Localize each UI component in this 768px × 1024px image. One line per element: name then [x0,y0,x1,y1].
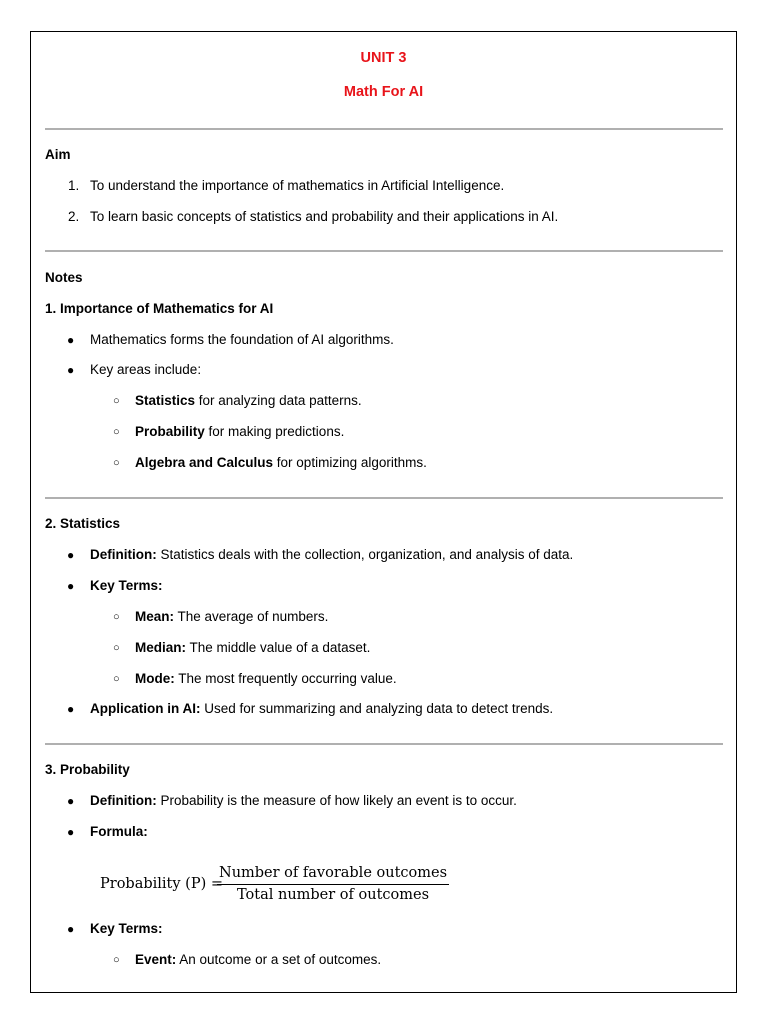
divider [45,128,723,130]
statistics-application [90,701,553,717]
label: Definition: [90,547,157,562]
sub-bullet-item [135,952,381,968]
term: Event: [135,952,177,967]
key-terms-label: Key Terms: [90,578,163,593]
application-text: Used for summarizing and analyzing data to detect trends. [200,701,554,716]
formula-numerator: Number of favorable outcomes [217,865,449,885]
term: Algebra and Calculus [135,455,274,470]
sub-bullet-item [135,393,362,409]
bullet-icon: ● [67,363,75,377]
circle-bullet-icon: ○ [113,457,120,469]
label: Application in AI: [90,701,201,716]
term-description: An outcome or a set of outcomes. [176,952,382,967]
circle-bullet-icon: ○ [113,673,120,685]
circle-bullet-icon: ○ [113,426,120,438]
label: Definition: [90,793,157,808]
formula-lhs: Probability (P) = [100,876,223,892]
section-heading-statistics: 2. Statistics [45,516,121,531]
sub-bullet-item [135,455,427,471]
subject-title: Math For AI [343,84,424,100]
notes-heading: Notes [45,270,83,285]
term-description: The average of numbers. [174,609,329,624]
definition-text: Probability is the measure of how likely an event is to occur. [156,793,517,808]
term-description: for optimizing algorithms. [273,455,427,470]
sub-bullet-item [135,609,328,625]
circle-bullet-icon: ○ [113,395,120,407]
term: Mode: [135,671,175,686]
formula-denominator: Total number of outcomes [236,887,430,903]
bullet-icon: ● [67,825,75,839]
sub-bullet-item [135,640,370,656]
term-description: for making predictions. [204,424,345,439]
term-description: The middle value of a dataset. [186,640,371,655]
bullet-icon: ● [67,702,75,716]
formula-label: Formula: [90,824,148,839]
term: Probability [135,424,205,439]
probability-formula-fraction [217,865,449,904]
sub-bullet-item [135,424,344,440]
aim-item-number: 1. [68,178,80,193]
bullet-text: Mathematics forms the foundation of AI algorithms. [90,332,394,347]
aim-item-text: To learn basic concepts of statistics and probability and their applications in AI. [90,209,559,224]
term: Median: [135,640,187,655]
definition-text: Statistics deals with the collection, organization, and analysis of data. [156,547,574,562]
circle-bullet-icon: ○ [113,954,120,966]
bullet-icon: ● [67,579,75,593]
section-heading-importance: 1. Importance of Mathematics for AI [45,301,274,316]
bullet-icon: ● [67,548,75,562]
probability-definition [90,793,517,809]
bullet-icon: ● [67,922,75,936]
document-page [30,31,737,993]
bullet-icon: ● [67,794,75,808]
statistics-definition [90,547,573,563]
term-description: The most frequently occurring value. [174,671,397,686]
term: Mean: [135,609,175,624]
divider [45,497,723,499]
aim-heading: Aim [45,147,71,162]
divider [45,250,723,252]
section-heading-probability: 3. Probability [45,762,130,777]
term: Statistics [135,393,196,408]
term-description: for analyzing data patterns. [195,393,362,408]
circle-bullet-icon: ○ [113,611,120,623]
aim-item-text: To understand the importance of mathematics in Artificial Intelligence. [90,178,505,193]
bullet-text: Key areas include: [90,362,202,377]
divider [45,743,723,745]
sub-bullet-item [135,671,397,687]
circle-bullet-icon: ○ [113,642,120,654]
aim-item-number: 2. [68,209,80,224]
key-terms-label: Key Terms: [90,921,163,936]
unit-title: UNIT 3 [360,50,407,66]
bullet-icon: ● [67,333,75,347]
